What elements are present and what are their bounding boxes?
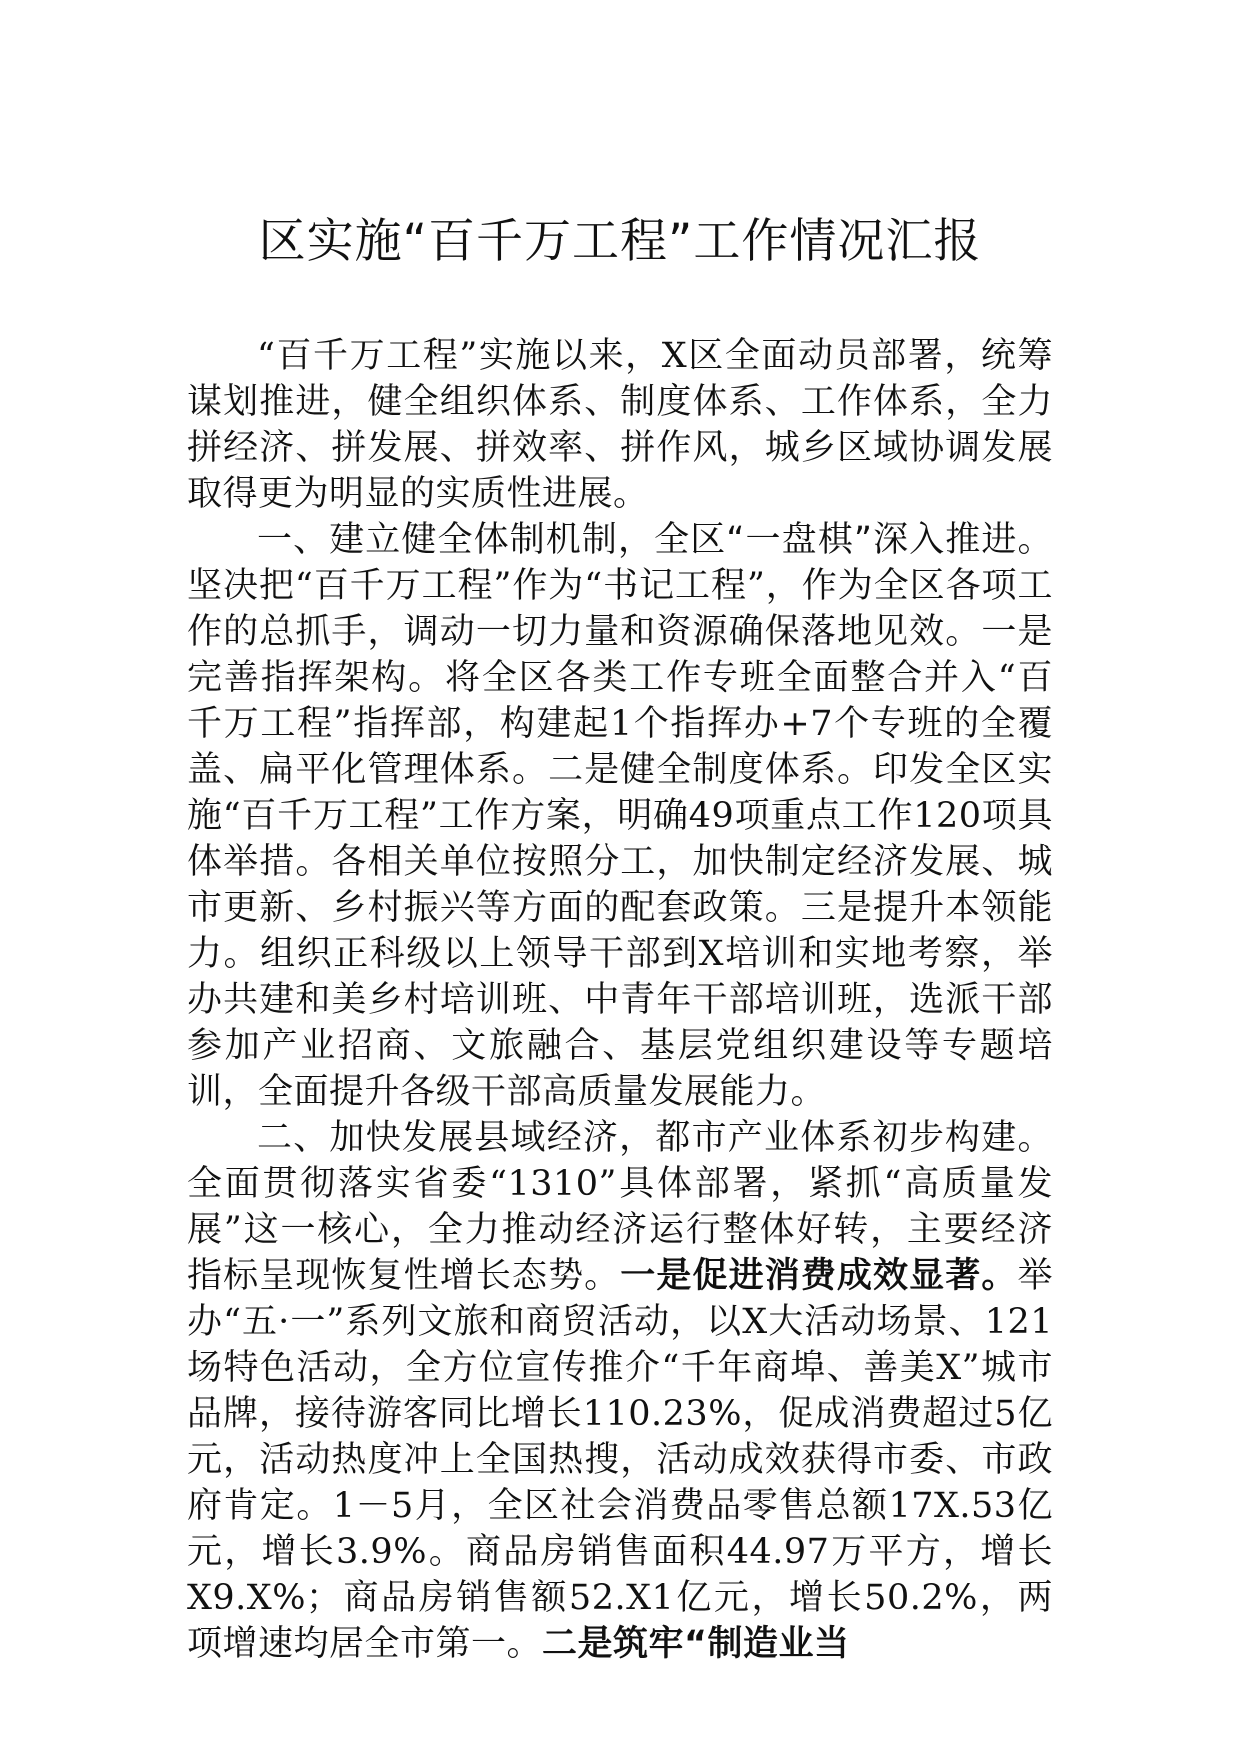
section-1-paragraph [187, 517, 1053, 1115]
document-title: 区实施“百千万工程”工作情况汇报 [258, 214, 982, 269]
section-2-text-b: 举办“五·一”系列文旅和商贸活动，以X大活动场景、121场特色活动，全方位宣传推介“千年商埠、善美X”城市品牌，接待游客同比增长110.23%，促成消费超过5亿元，活动热度冲上全国热搜，活动成效获得市委、市政府肯定。1－5月，全区社会消费品零售总额17X.53亿元，增长3.9%。商品房销售面积44.97万平方，增长X9.X%；商品房销售额52.X1亿元，增长50.2%，两项增速均居全市第一。 [187, 1256, 1053, 1664]
section-2-text-a: 全面贯彻落实省委“1310”具体部署，紧抓“高质量发展”这一核心，全力推动经济运行整体好转，主要经济指标呈现恢复性增长态势。 [187, 1164, 1053, 1296]
section-2-paragraph [187, 1115, 1053, 1667]
intro-text: “百千万工程”实施以来，X区全面动员部署，统筹谋划推进，健全组织体系、制度体系、工作体系，全力拼经济、拼发展、拼效率、拼作风，城乡区域协调发展取得更为明显的实质性进展。 [187, 336, 1053, 514]
section-2-bold-b: 二是筑牢“制造业当 [542, 1624, 850, 1664]
section-1-heading: 一、建立健全体制机制，全区“一盘棋”深入推进。 [257, 520, 1053, 560]
section-1-text: 坚决把“百千万工程”作为“书记工程”，作为全区各项工作的总抓手，调动一切力量和资源确保落地见效。一是完善指挥架构。将全区各类工作专班全面整合并入“百千万工程”指挥部，构建起1个指挥办+7个专班的全覆盖、扁平化管理体系。二是健全制度体系。印发全区实施“百千万工程”工作方案，明确49项重点工作120项具体举措。各相关单位按照分工，加快制定经济发展、城市更新、乡村振兴等方面的配套政策。三是提升本领能力。组织正科级以上领导干部到X培训和实地考察，举办共建和美乡村培训班、中青年干部培训班，选派干部参加产业招商、文旅融合、基层党组织建设等专题培训，全面提升各级干部高质量发展能力。 [187, 566, 1053, 1112]
intro-paragraph [187, 333, 1053, 517]
document-body [187, 333, 1053, 1667]
section-2-bold-a: 一是促进消费成效显著。 [620, 1256, 1018, 1296]
section-2-heading: 二、加快发展县域经济，都市产业体系初步构建。 [257, 1118, 1053, 1158]
